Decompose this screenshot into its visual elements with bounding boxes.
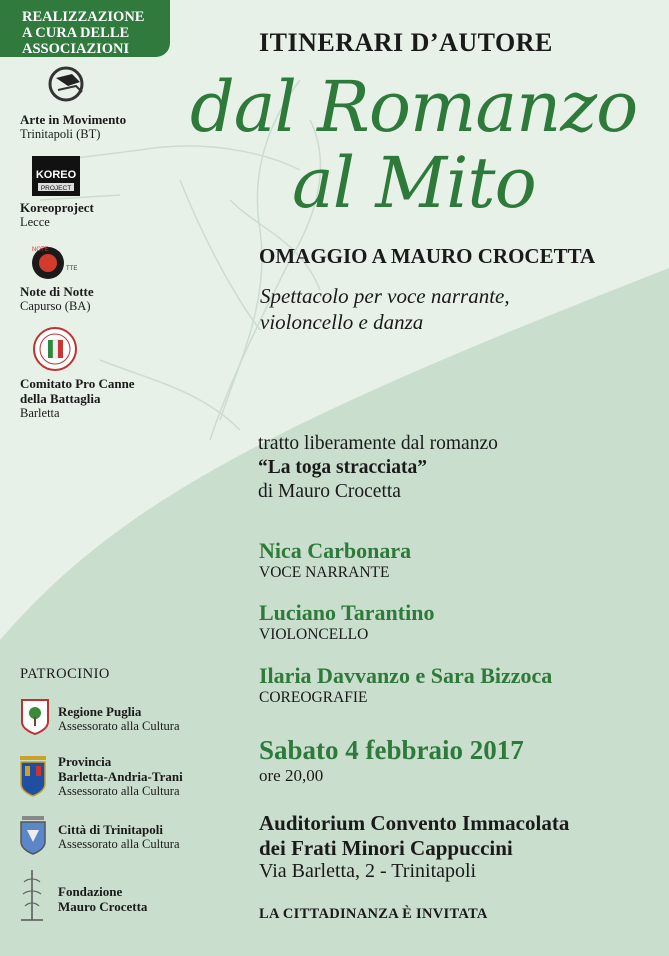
association-name: Note di Notte [20, 284, 94, 299]
main-title-line-2: al Mito [292, 142, 536, 224]
association-location: Capurso (BA) [20, 299, 91, 313]
organizers-banner [0, 0, 170, 57]
cast-member [259, 600, 434, 644]
patron-name-line-2: Barletta-Andria-Trani [58, 769, 183, 784]
novel-title: “La toga stracciata” [258, 457, 427, 478]
association-note-di-notte [20, 284, 94, 313]
cast-member [259, 538, 411, 582]
cast-name: Luciano Tarantino [259, 600, 435, 625]
arte-in-movimento-logo [20, 64, 92, 106]
main-title-line-1: dal Romanzo [190, 66, 638, 148]
banner-line-3: ASSOCIAZIONI [22, 41, 130, 57]
patron-name-line-1: Provincia [58, 754, 112, 769]
patronage-heading: PATROCINIO [20, 666, 110, 682]
association-name: Arte in Movimento [20, 112, 127, 127]
association-koreoproject [20, 200, 94, 229]
patron-trinitapoli [58, 822, 180, 851]
banner-line-2: A CURA DELLE [22, 25, 130, 41]
association-location: Lecce [20, 215, 50, 229]
patron-department: Assessorato alla Cultura [58, 784, 180, 798]
source-line-1: tratto liberamente dal romanzo [258, 433, 498, 454]
provincia-crest-icon [16, 752, 50, 798]
subtitle-line-1: Spettacolo per voce narrante, [260, 284, 510, 308]
source-credit [258, 432, 498, 504]
svg-text:TTE: TTE [66, 266, 78, 272]
patron-regione-puglia [58, 704, 180, 733]
svg-text:PROJECT: PROJECT [40, 185, 72, 192]
banner-line-1: REALIZZAZIONE [22, 9, 145, 25]
cast-role: VOCE NARRANTE [259, 564, 390, 581]
cast-member [259, 663, 552, 707]
series-title: ITINERARI D’AUTORE [259, 28, 553, 57]
association-comitato-pro-canne [20, 376, 135, 420]
patron-department: Assessorato alla Cultura [58, 719, 180, 733]
trinitapoli-crest-icon [16, 812, 50, 858]
association-arte-in-movimento [20, 112, 126, 141]
event-address: Via Barletta, 2 - Trinitapoli [259, 860, 477, 882]
source-line-3: di Mauro Crocetta [258, 481, 401, 502]
patron-name-line-1: Fondazione [58, 884, 123, 899]
koreoproject-logo [32, 156, 80, 196]
patron-department: Assessorato alla Cultura [58, 837, 180, 851]
event-venue [259, 811, 569, 861]
event-date: Sabato 4 febbraio 2017 [259, 735, 524, 765]
association-location: Barletta [20, 406, 60, 420]
patron-provincia [58, 754, 183, 798]
association-name-line-1: Comitato Pro Canne [20, 376, 135, 391]
patron-fondazione [58, 884, 147, 914]
svg-text:NOTE: NOTE [32, 247, 49, 253]
cast-role: VIOLONCELLO [259, 626, 369, 643]
patron-name-line-2: Mauro Crocetta [58, 899, 148, 914]
subtitle-line-2: violoncello e danza [260, 310, 424, 334]
cast-name: Nica Carbonara [259, 538, 412, 563]
patron-name: Regione Puglia [58, 704, 142, 719]
show-subtitle [260, 283, 510, 335]
tribute-line: OMAGGIO A MAURO CROCETTA [259, 244, 596, 268]
fondazione-emblem-icon [18, 868, 46, 922]
event-time: ore 20,00 [259, 766, 324, 785]
association-location: Trinitapoli (BT) [20, 127, 101, 141]
venue-line-2: dei Frati Minori Cappuccini [259, 836, 513, 860]
cast-name: Ilaria Davvanzo e Sara Bizzoca [259, 663, 553, 688]
note-di-notte-logo [24, 243, 82, 281]
cast-role: COREOGRAFIE [259, 689, 368, 706]
patron-name: Città di Trinitapoli [58, 822, 163, 837]
association-name-line-2: della Battaglia [20, 391, 101, 406]
association-name: Koreoproject [20, 200, 94, 215]
svg-text:KOREO: KOREO [35, 169, 77, 181]
regione-puglia-crest-icon [20, 696, 50, 736]
invitation-note: LA CITTADINANZA È INVITATA [259, 906, 488, 922]
comitato-pro-canne-logo [32, 326, 78, 372]
venue-line-1: Auditorium Convento Immacolata [259, 811, 570, 835]
